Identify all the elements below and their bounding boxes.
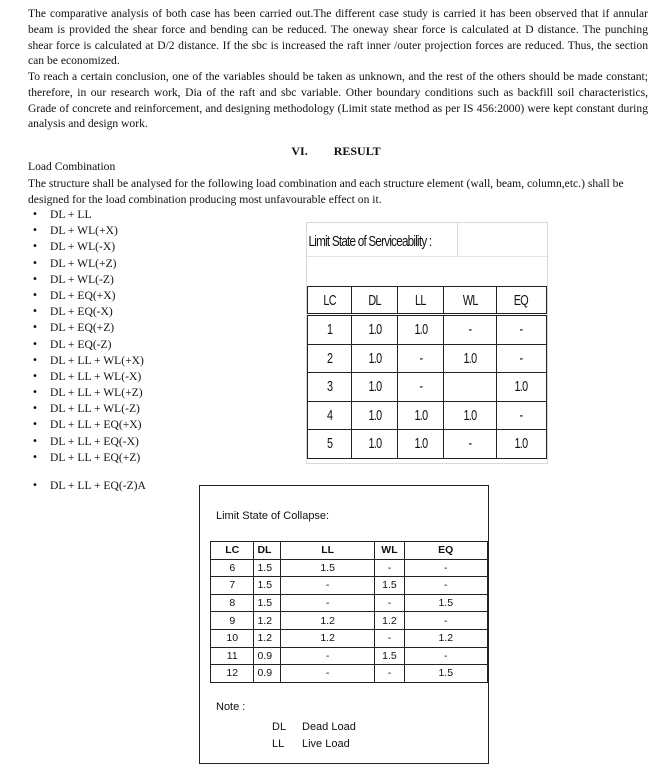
table-cell: - xyxy=(444,315,496,345)
serviceability-table-box xyxy=(306,222,548,464)
serviceability-title-cell xyxy=(307,223,458,256)
header-cell: WL xyxy=(375,542,404,560)
list-item: • DL + LL + EQ(-X) xyxy=(28,434,144,450)
table-cell: - xyxy=(404,577,488,595)
list-item: • DL + LL + WL(-Z) xyxy=(28,401,144,417)
table-cell: 4 xyxy=(308,401,352,430)
table-cell: 1.2 xyxy=(404,629,488,647)
subheading-load-combination: Load Combination xyxy=(28,160,116,173)
list-item: • DL + LL + EQ(+X) xyxy=(28,417,144,433)
paragraph-conclusion: To reach a certain conclusion, one of the variables should be taken as unknown, and the rest of the others should be made constant; therefore, in our research work, Dia of the raft and sbc variable. Other boundary conditions such as backfill soil characteristics, Grade of concrete and reinforcement, and designing methodology (Limit state method as per IS 456:2000) were kept constant during analysis and design work. xyxy=(28,70,648,131)
header-cell: DL xyxy=(352,287,398,315)
table-row xyxy=(211,629,488,647)
collapse-title: Limit State of Collapse: xyxy=(216,510,330,522)
table-cell: - xyxy=(375,559,404,577)
table-header-row xyxy=(211,542,488,560)
header-cell: EQ xyxy=(496,287,546,315)
table-cell: 7 xyxy=(211,577,254,595)
table-cell: 1.0 xyxy=(496,373,546,402)
table-cell: 1.5 xyxy=(254,559,280,577)
table-cell: 11 xyxy=(211,647,254,665)
table-row xyxy=(211,665,488,683)
table-cell: 1.5 xyxy=(375,577,404,595)
table-cell: 1.0 xyxy=(398,430,444,459)
table-row xyxy=(211,594,488,612)
table-cell: 5 xyxy=(308,430,352,459)
list-item: • DL + EQ(+Z) xyxy=(28,320,144,336)
collapse-table-box xyxy=(199,485,489,764)
table-row xyxy=(211,612,488,630)
table-cell: - xyxy=(280,647,375,665)
table-cell: 1 xyxy=(308,315,352,345)
table-cell: 1.2 xyxy=(280,629,375,647)
table-cell: - xyxy=(375,629,404,647)
table-cell: 8 xyxy=(211,594,254,612)
table-cell: 1.0 xyxy=(352,430,398,459)
table-cell: 1.5 xyxy=(254,594,280,612)
table-row xyxy=(211,577,488,595)
list-item: • DL + EQ(-Z) xyxy=(28,337,144,353)
table-row xyxy=(308,430,547,459)
header-cell: LC xyxy=(211,542,254,560)
table-cell: 12 xyxy=(211,665,254,683)
section-title: RESULT xyxy=(333,144,381,158)
list-item: • DL + LL + WL(-X) xyxy=(28,369,144,385)
list-item: • DL + WL(+X) xyxy=(28,223,144,239)
header-cell: WL xyxy=(444,287,496,315)
legend-text: Live Load xyxy=(302,738,350,750)
table-cell: 0.9 xyxy=(254,665,280,683)
header-cell: DL xyxy=(254,542,280,560)
legend xyxy=(272,719,356,753)
list-item: • DL + LL xyxy=(28,207,144,223)
table-cell: 1.2 xyxy=(254,612,280,630)
table-cell: 1.5 xyxy=(375,647,404,665)
table-cell: 10 xyxy=(211,629,254,647)
table-cell: 1.5 xyxy=(254,577,280,595)
paragraph-comparative-analysis: The comparative analysis of both case has been carried out.The different case study is carried it has been observed that if annular beam is provided the shear force and bending can be reduced. The oneway shear force is calculated at D distance. The punching shear force is calculated at D/2 distance. If the sbc is increased the raft inner /outer projection forces are reduced. Thus, the section can be economized. xyxy=(28,7,648,68)
table-cell: - xyxy=(398,344,444,373)
table-cell: - xyxy=(496,344,546,373)
legend-item xyxy=(272,736,356,753)
table-cell: 1.0 xyxy=(398,401,444,430)
table-cell: 1.5 xyxy=(404,594,488,612)
table-cell: - xyxy=(375,594,404,612)
table-cell: 6 xyxy=(211,559,254,577)
table-cell: 1.0 xyxy=(352,344,398,373)
header-cell: EQ xyxy=(404,542,488,560)
serviceability-title: Limit State of Serviceability : xyxy=(308,233,432,250)
list-item: • DL + WL(-Z) xyxy=(28,272,144,288)
table-row xyxy=(308,401,547,430)
intro-paragraph: The structure shall be analysed for the following load combination and each structure element (wall, beam, column,etc.) shall be designed for the load combination producing most unfavourable effect on it. xyxy=(28,177,624,206)
collapse-table xyxy=(210,541,488,683)
header-cell: LL xyxy=(280,542,375,560)
table-cell: 1.0 xyxy=(352,401,398,430)
table-cell: 1.2 xyxy=(280,612,375,630)
note-label: Note : xyxy=(216,701,246,713)
list-item: • DL + WL(+Z) xyxy=(28,256,144,272)
table-cell xyxy=(444,373,496,402)
list-item: • DL + EQ(+X) xyxy=(28,288,144,304)
table-cell: 1.0 xyxy=(352,373,398,402)
legend-abbr: DL xyxy=(272,721,287,733)
section-heading xyxy=(0,144,672,159)
table-cell: 1.0 xyxy=(352,315,398,345)
list-item-last: • DL + LL + EQ(-Z)A xyxy=(28,478,146,494)
table-cell: 3 xyxy=(308,373,352,402)
legend-item xyxy=(272,719,356,736)
list-item: • DL + LL + WL(+X) xyxy=(28,353,144,369)
grid-line xyxy=(307,256,547,257)
table-cell: - xyxy=(280,594,375,612)
table-cell: - xyxy=(398,373,444,402)
table-cell: - xyxy=(404,612,488,630)
table-cell: 1.5 xyxy=(404,665,488,683)
table-cell: 1.5 xyxy=(280,559,375,577)
table-cell: 1.0 xyxy=(444,401,496,430)
table-cell: - xyxy=(280,577,375,595)
table-cell: - xyxy=(404,647,488,665)
table-cell: - xyxy=(496,315,546,345)
legend-abbr: LL xyxy=(272,738,285,750)
table-cell: - xyxy=(280,665,375,683)
header-cell: LL xyxy=(398,287,444,315)
table-row xyxy=(308,373,547,402)
table-header-row xyxy=(308,287,547,315)
legend-text: Dead Load xyxy=(302,721,356,733)
table-cell: 1.0 xyxy=(398,315,444,345)
load-combination-list xyxy=(28,207,144,466)
table-cell: 1.2 xyxy=(375,612,404,630)
table-cell: 2 xyxy=(308,344,352,373)
list-item: • DL + WL(-X) xyxy=(28,239,144,255)
list-item: • DL + EQ(-X) xyxy=(28,304,144,320)
table-cell: 0.9 xyxy=(254,647,280,665)
table-cell: - xyxy=(444,430,496,459)
table-cell: - xyxy=(404,559,488,577)
table-cell: - xyxy=(375,665,404,683)
list-item: • DL + LL + EQ(+Z) xyxy=(28,450,144,466)
table-cell: 9 xyxy=(211,612,254,630)
table-row xyxy=(211,559,488,577)
header-cell: LC xyxy=(308,287,352,315)
table-cell: 1.2 xyxy=(254,629,280,647)
table-cell: 1.0 xyxy=(444,344,496,373)
table-row xyxy=(211,647,488,665)
table-cell: - xyxy=(496,401,546,430)
serviceability-table xyxy=(307,286,547,459)
table-cell: 1.0 xyxy=(496,430,546,459)
table-row xyxy=(308,344,547,373)
table-row xyxy=(308,315,547,345)
section-number: VI. xyxy=(291,144,308,158)
list-item: • DL + LL + WL(+Z) xyxy=(28,385,144,401)
